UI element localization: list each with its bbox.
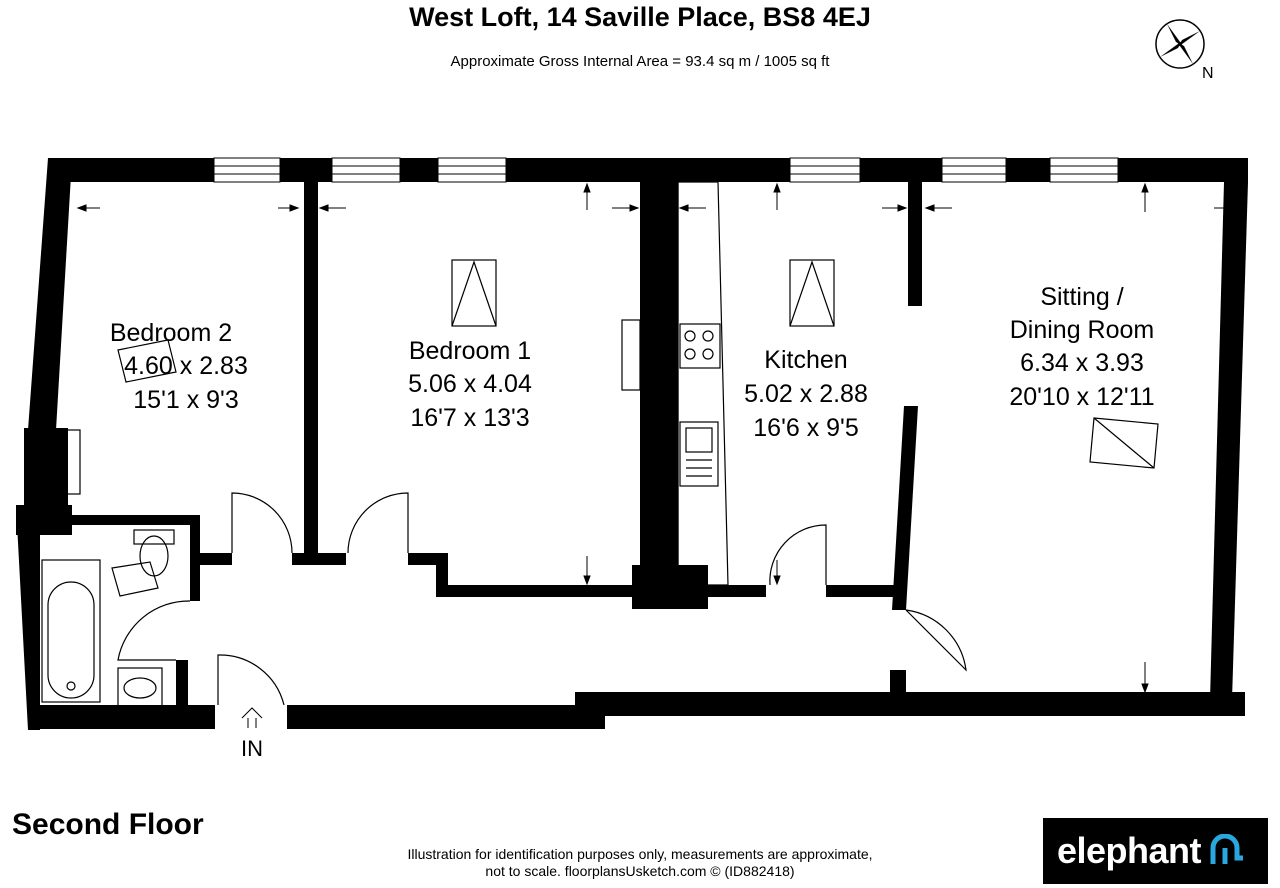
room-name: Bedroom 1 [408, 337, 532, 365]
disclaimer-line-2: not to scale. floorplansUsketch.com © (ID882418) [485, 863, 795, 879]
room-metric: 5.02 x 2.88 [744, 380, 868, 408]
entrance-label: IN [241, 736, 263, 761]
room-bedroom-2 [110, 319, 248, 414]
room-imperial: 15'1 x 9'3 [133, 386, 239, 414]
brand-name: elephant [1057, 830, 1202, 871]
room-metric: 6.34 x 3.93 [1020, 349, 1144, 377]
room-metric: 5.06 x 4.04 [408, 370, 532, 398]
entrance-arrow-icon [242, 708, 262, 728]
room-kitchen [744, 346, 868, 442]
room-name-line2: Dining Room [1009, 316, 1155, 344]
room-imperial: 16'7 x 13'3 [410, 404, 530, 432]
walls [16, 158, 1248, 730]
door-swings [118, 493, 966, 705]
plan-title: West Loft, 14 Saville Place, BS8 4EJ [409, 2, 871, 32]
skylights [118, 260, 1158, 468]
floor-label: Second Floor [12, 808, 204, 841]
room-imperial: 20'10 x 12'11 [1009, 383, 1155, 411]
disclaimer-line-1: Illustration for identification purposes only, measurements are approximate, [407, 846, 873, 862]
room-imperial: 16'6 x 9'5 [753, 414, 859, 442]
brand-logo [1043, 818, 1268, 884]
disclaimer [340, 846, 940, 880]
room-metric: 4.60 x 2.83 [124, 352, 248, 380]
compass-north-label: N [1202, 65, 1214, 82]
room-name: Bedroom 2 [109, 319, 233, 347]
room-bedroom-1 [408, 337, 532, 432]
compass-rose-icon [1156, 20, 1204, 68]
room-name: Kitchen [764, 346, 848, 374]
elephant-trunk-icon [1209, 834, 1249, 868]
room-sitting-dining [1009, 283, 1154, 411]
gross-area-text: Approximate Gross Internal Area = 93.4 sq m / 1005 sq ft [450, 53, 830, 70]
room-name-line1: Sitting / [1040, 283, 1124, 311]
